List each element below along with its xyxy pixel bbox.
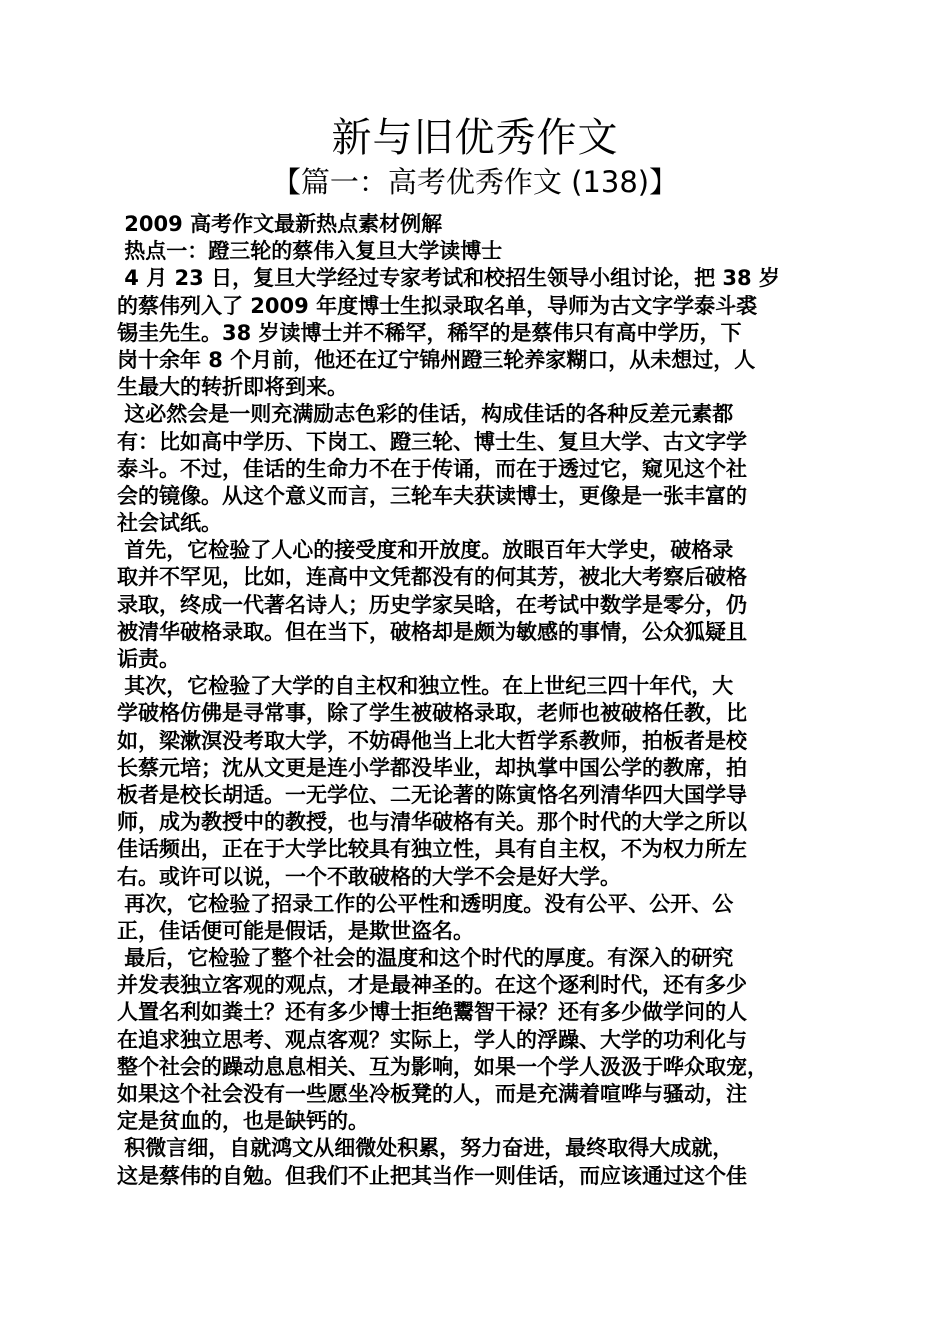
text-line: 最后，它检验了整个社会的温度和这个时代的厚度。有深入的研究: [117, 946, 734, 971]
text-line: 并发表独立客观的观点，才是最神圣的。在这个逐利时代，还有多少: [117, 973, 747, 998]
text-line: 在追求独立思考、观点客观？实际上，学人的浮躁、大学的功利化与: [117, 1027, 747, 1052]
text-line: 正，佳话便可能是假话，是欺世盗名。: [117, 918, 474, 943]
text-line: 人置名利如粪土？还有多少博士拒绝鬻智干禄？还有多少做学问的人: [117, 1000, 747, 1025]
document-title: 新与旧优秀作文: [331, 115, 619, 161]
text-line: 这必然会是一则充满励志色彩的佳话，构成佳话的各种反差元素都: [117, 402, 734, 427]
text-line: 再次，它检验了招录工作的公平性和透明度。没有公平、公开、公: [117, 891, 734, 916]
document-body: [117, 211, 837, 1190]
text-line: 长蔡元培；沈从文更是连小学都没毕业，却执掌中国公学的教席，拍: [117, 755, 747, 780]
text-line: 取并不罕见，比如，连高中文凭都没有的何其芳，被北大考察后破格: [117, 565, 747, 590]
text-line: 佳话频出，正在于大学比较具有独立性，具有自主权，不为权力所左: [117, 837, 747, 862]
text-line: 积微言细，自就鸿文从细微处积累，努力奋进，最终取得大成就，: [117, 1136, 734, 1161]
text-line: 热点一：蹬三轮的蔡伟入复旦大学读博士: [117, 239, 503, 264]
text-line: 如果这个社会没有一些愿坐冷板凳的人，而是充满着喧哗与骚动，注: [117, 1082, 747, 1106]
text-line: 被清华破格录取。但在当下，破格却是颇为敏感的事情，公众狐疑且: [117, 619, 747, 644]
text-line: 这是蔡伟的自勉。但我们不止把其当作一则佳话，而应该通过这个佳: [117, 1163, 747, 1188]
text-line: 板者是校长胡适。一无学位、二无论著的陈寅恪名列清华四大国学导: [117, 782, 747, 807]
text-line: 整个社会的躁动息息相关、互为影响，如果一个学人汲汲于哗众取宠，: [117, 1054, 768, 1079]
text-line: 会的镜像。从这个意义而言，三轮车夫获读博士，更像是一张丰富的: [117, 483, 747, 508]
text-line: 学破格仿佛是寻常事，除了学生被破格录取，老师也被破格任教，比: [117, 701, 747, 726]
text-line: 如，梁漱溟没考取大学，不妨碍他当上北大哲学系教师，拍板者是校: [117, 728, 747, 753]
text-line: 社会试纸。: [117, 511, 222, 536]
text-line: 4 月 23 日，复旦大学经过专家考试和校招生领导小组讨论，把 38 岁: [117, 266, 780, 291]
text-line: 右。或许可以说，一个不敢破格的大学不会是好大学。: [117, 864, 621, 889]
text-line: 有：比如高中学历、下岗工、蹬三轮、博士生、复旦大学、古文字学: [117, 429, 747, 454]
text-line: 定是贫血的，也是缺钙的。: [117, 1109, 369, 1134]
text-line: 2009 高考作文最新热点素材例解: [117, 212, 443, 236]
text-line: 首先，它检验了人心的接受度和开放度。放眼百年大学史，破格录: [117, 538, 734, 563]
text-line: 的蔡伟列入了 2009 年度博士生拟录取名单，导师为古文字学泰斗裘: [117, 293, 758, 318]
text-line: 岗十余年 8 个月前，他还在辽宁锦州蹬三轮养家糊口，从未想过，人: [117, 347, 756, 372]
text-line: 诟责。: [117, 647, 180, 671]
text-line: 其次，它检验了大学的自主权和独立性。在上世纪三四十年代，大: [117, 674, 734, 699]
text-line: 锡圭先生。38 岁读博士并不稀罕，稀罕的是蔡伟只有高中学历，下: [117, 320, 742, 345]
text-line: 泰斗。不过，佳话的生命力不在于传诵，而在于透过它，窥见这个社: [117, 456, 747, 481]
text-line: 录取，终成一代著名诗人；历史学家吴晗，在考试中数学是零分，仍: [117, 592, 747, 617]
document-subtitle: 【篇一：高考优秀作文 (138)】: [271, 165, 679, 199]
text-line: 生最大的转折即将到来。: [117, 375, 348, 400]
text-line: 师，成为教授中的教授，也与清华破格有关。那个时代的大学之所以: [117, 810, 747, 835]
